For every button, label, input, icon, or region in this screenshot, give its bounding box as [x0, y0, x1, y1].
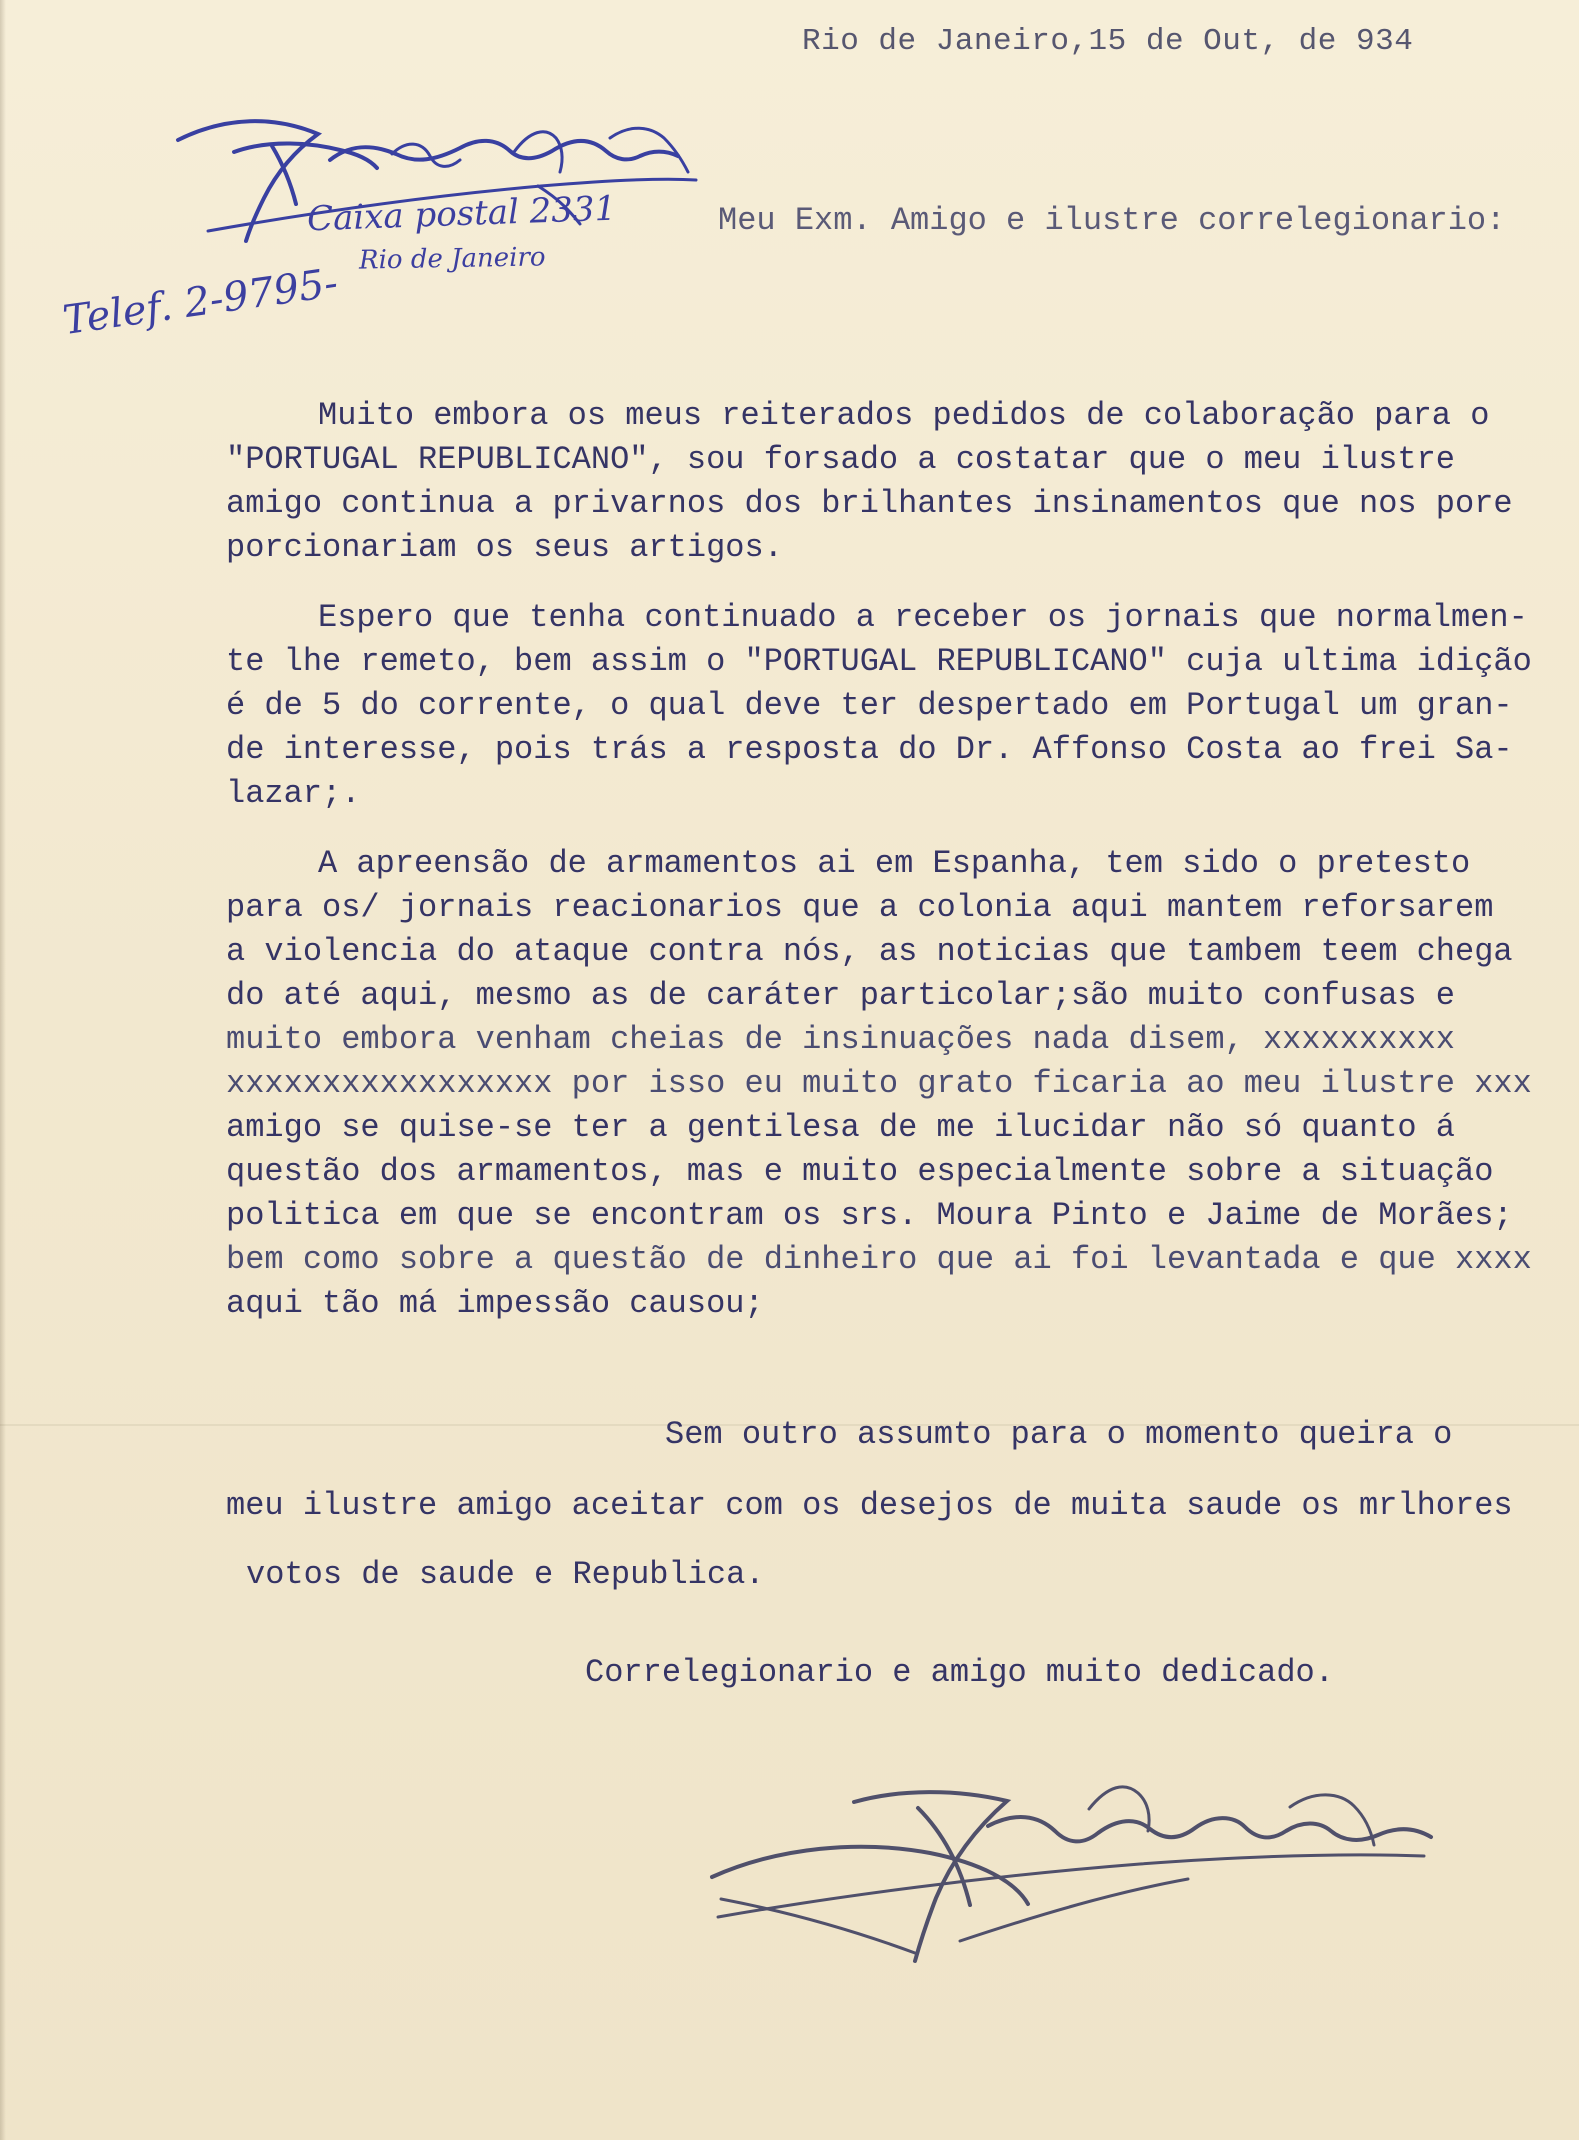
footer-signature — [690, 1765, 1460, 1975]
body-line: lazar;. — [226, 775, 361, 812]
body-line: Espero que tenha continuado a receber os jornais que normalmen- — [318, 599, 1528, 636]
body-line: bem como sobre a questão de dinheiro que ai foi levantada e que xxxx — [226, 1241, 1532, 1278]
paragraph-gap — [226, 570, 1574, 596]
salutation: Meu Exm. Amigo e ilustre correlegionario: — [718, 202, 1506, 239]
body-line: amigo se quise-se ter a gentilesa de me ilucidar não só quanto á — [226, 1109, 1455, 1146]
closing-line: Sem outro assumto para o momento queira o — [665, 1416, 1453, 1453]
body-line: A apreensão de armamentos ai em Espanha, tem sido o pretesto — [318, 845, 1471, 882]
caixa-postal-handwritten: Caixa postal 2331 — [306, 188, 617, 240]
body-line: é de 5 do corrente, o qual deve ter despertado em Portugal um gran- — [226, 687, 1513, 724]
city-handwritten: Rio de Janeiro — [358, 242, 546, 276]
body-line: aqui tão má impessão causou; — [226, 1285, 764, 1322]
body-line: do até aqui, mesmo as de caráter particolar;são muito confusas e — [226, 977, 1455, 1014]
body-line: para os/ jornais reacionarios que a colonia aqui mantem reforsarem — [226, 889, 1494, 926]
body-line: xxxxxxxxxxxxxxxxx por isso eu muito grato ficaria ao meu ilustre xxx — [226, 1065, 1532, 1102]
body-line: porcionariam os seus artigos. — [226, 529, 783, 566]
paragraph-gap — [226, 816, 1574, 842]
dedication: Correlegionario e amigo muito dedicado. — [585, 1654, 1334, 1691]
body-line: te lhe remeto, bem assim o "PORTUGAL REPUBLICANO" cuja ultima idição — [226, 643, 1532, 680]
closing-line: votos de saude e Republica. — [246, 1556, 765, 1593]
body-line: de interesse, pois trás a resposta do Dr. Affonso Costa ao frei Sa- — [226, 731, 1513, 768]
body-line: questão dos armamentos, mas e muito especialmente sobre a situação — [226, 1153, 1494, 1190]
phone-handwritten: Telef. 2-9795- — [60, 259, 341, 345]
body-line: politica em que se encontram os srs. Moura Pinto e Jaime de Morães; — [226, 1197, 1513, 1234]
letter-body — [226, 394, 1574, 1326]
date-line: Rio de Janeiro,15 de Out, de 934 — [802, 24, 1414, 59]
body-line: muito embora venham cheias de insinuações nada disem, xxxxxxxxxx — [226, 1021, 1455, 1058]
paper-edge — [0, 0, 6, 2140]
closing-line: meu ilustre amigo aceitar com os desejos de muita saude os mrlhores — [226, 1487, 1513, 1524]
body-line: "PORTUGAL REPUBLICANO", sou forsado a costatar que o meu ilustre — [226, 441, 1455, 478]
body-line: amigo continua a privarnos dos brilhantes insinamentos que nos pore — [226, 485, 1513, 522]
body-line: a violencia do ataque contra nós, as noticias que tambem teem chega — [226, 933, 1513, 970]
body-line: Muito embora os meus reiterados pedidos de colaboração para o — [318, 397, 1490, 434]
